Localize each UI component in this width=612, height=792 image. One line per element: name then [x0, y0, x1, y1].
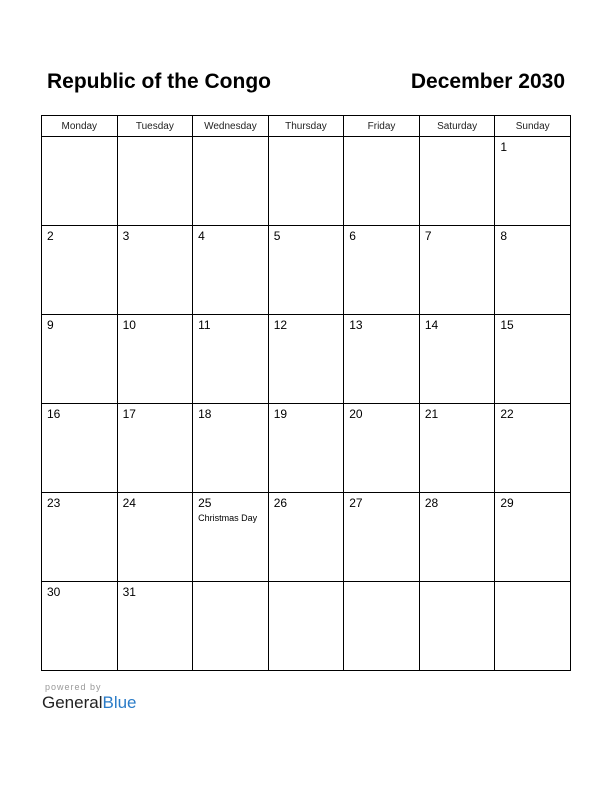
weekday-header: Friday: [344, 116, 420, 137]
day-cell: [117, 493, 193, 582]
day-cell: [495, 404, 571, 493]
calendar-header: [47, 70, 565, 100]
day-number: 21: [424, 407, 439, 421]
day-number: 3: [122, 229, 130, 243]
brand-general: General: [42, 693, 103, 712]
day-cell: [344, 226, 420, 315]
day-cell: [42, 582, 118, 671]
day-cell: [268, 315, 344, 404]
weekday-header: Sunday: [495, 116, 571, 137]
day-cell: [193, 404, 269, 493]
brand-blue: Blue: [102, 693, 137, 712]
day-cell: [268, 404, 344, 493]
day-number: 22: [500, 407, 514, 421]
calendar-body: [42, 137, 571, 671]
day-cell: [344, 493, 420, 582]
day-number: 19: [273, 407, 288, 421]
day-cell: [117, 226, 193, 315]
day-cell: [193, 226, 269, 315]
day-cell: [419, 226, 495, 315]
week-row: [42, 315, 571, 404]
day-number: 11: [198, 318, 211, 332]
day-number: 2: [47, 229, 54, 243]
day-number: 20: [349, 407, 363, 421]
day-number: 6: [349, 229, 356, 243]
day-cell: [344, 582, 420, 671]
month-title: December 2030: [410, 70, 565, 93]
day-number: 26: [273, 496, 288, 510]
day-cell: [42, 404, 118, 493]
day-cell: [268, 493, 344, 582]
day-cell: [344, 137, 420, 226]
day-cell: [117, 137, 193, 226]
day-cell: [419, 315, 495, 404]
day-cell: [42, 137, 118, 226]
day-number: 14: [424, 318, 439, 332]
day-cell: [495, 582, 571, 671]
day-number: 23: [47, 496, 61, 510]
day-number: 27: [349, 496, 363, 510]
day-cell: [419, 404, 495, 493]
footer: [42, 682, 137, 713]
day-cell: [193, 315, 269, 404]
powered-by-text: powered by: [45, 682, 102, 692]
day-cell: [193, 582, 269, 671]
day-number: 8: [500, 229, 508, 243]
week-row: [42, 493, 571, 582]
week-row: [42, 582, 571, 671]
day-cell: [495, 226, 571, 315]
day-number: 13: [349, 318, 363, 332]
day-number: 16: [47, 407, 61, 421]
day-cell: [117, 404, 193, 493]
day-cell: [495, 315, 571, 404]
day-cell: [42, 226, 118, 315]
day-cell: [42, 315, 118, 404]
weekday-header: Saturday: [419, 116, 495, 137]
week-row: [42, 404, 571, 493]
weekday-header: Tuesday: [117, 116, 193, 137]
day-cell: [193, 137, 269, 226]
day-cell: [344, 315, 420, 404]
day-cell: [117, 582, 193, 671]
weekday-header: Thursday: [268, 116, 344, 137]
day-cell: [419, 137, 495, 226]
day-cell: [495, 493, 571, 582]
day-number: 25: [198, 496, 212, 510]
day-number: 9: [47, 318, 54, 332]
day-number: 17: [122, 407, 136, 421]
weekday-header-row: [42, 116, 571, 137]
day-cell: [42, 493, 118, 582]
day-cell: [419, 582, 495, 671]
weekday-header: Wednesday: [193, 116, 269, 137]
day-number: 28: [424, 496, 439, 510]
week-row: [42, 137, 571, 226]
day-cell: [419, 493, 495, 582]
day-number: 31: [122, 585, 136, 599]
day-number: 12: [273, 318, 288, 332]
day-number: 7: [424, 229, 432, 243]
week-row: [42, 226, 571, 315]
calendar-grid: [41, 115, 571, 671]
weekday-header: Monday: [42, 116, 118, 137]
day-cell: [344, 404, 420, 493]
day-number: 1: [500, 140, 508, 154]
day-cell: [268, 226, 344, 315]
generalblue-logo: [42, 693, 137, 713]
day-cell: [495, 137, 571, 226]
day-number: 15: [500, 318, 514, 332]
country-title: Republic of the Congo: [47, 70, 271, 93]
day-number: 29: [500, 496, 514, 510]
day-number: 5: [273, 229, 281, 243]
day-number: 10: [122, 318, 136, 332]
day-cell: [193, 493, 269, 582]
day-number: 18: [198, 407, 212, 421]
holiday-label: Christmas Day: [198, 513, 258, 523]
day-cell: [117, 315, 193, 404]
day-number: 30: [47, 585, 61, 599]
day-number: 24: [122, 496, 136, 510]
day-cell: [268, 137, 344, 226]
day-number: 4: [198, 229, 205, 243]
day-cell: [268, 582, 344, 671]
